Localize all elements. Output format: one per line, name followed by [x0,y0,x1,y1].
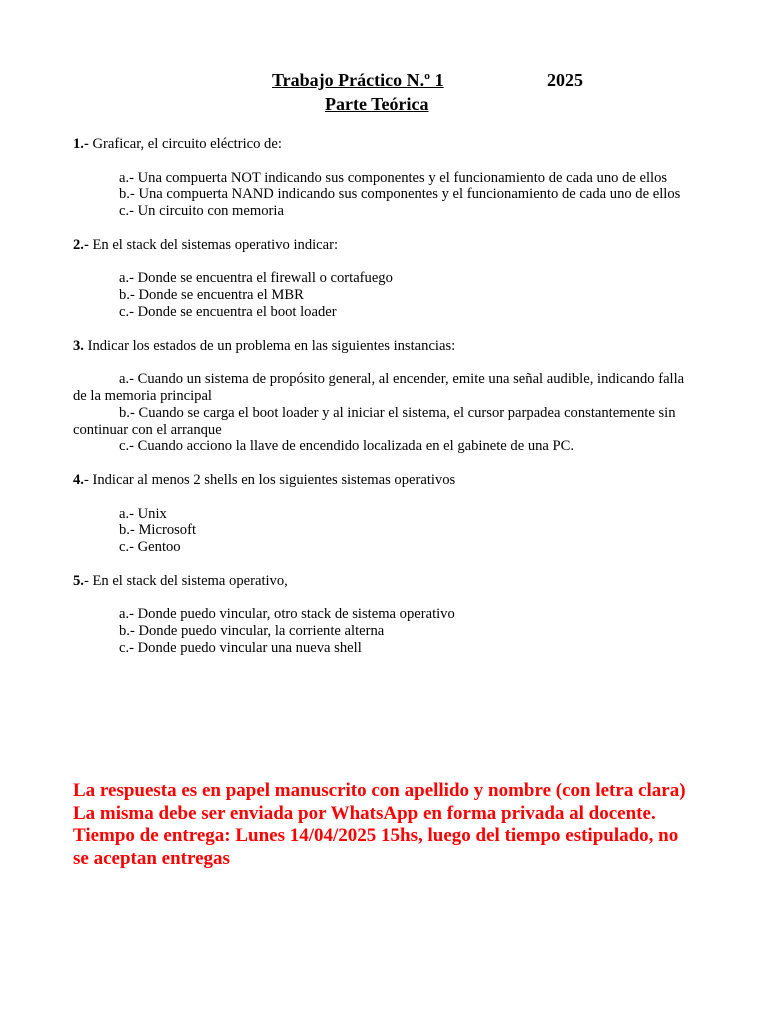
question-5-text [73,573,693,590]
title-row [0,70,768,92]
document-year: 2025 [547,70,583,90]
question-3-text [73,338,693,355]
question-2-item-a: a.- Donde se encuentra el firewall o cortafuego [119,270,393,287]
question-3 [73,338,693,456]
question-5 [73,573,693,657]
question-4 [73,472,693,556]
question-5-number: 5. [73,572,84,589]
question-5-item-c: c.- Donde puedo vincular una nueva shell [119,639,362,656]
document-subtitle: Parte Teórica [325,94,429,114]
question-3-number: 3. [73,337,84,354]
question-4-item-a: a.- Unix [119,505,167,522]
question-1 [73,136,693,220]
question-4-number: 4. [73,471,84,488]
question-1-text [73,136,693,153]
notice-line-deadline: Tiempo de entrega: Lunes 14/04/2025 15hs, luego del tiempo estipulado, no se aceptan entregas [73,825,679,869]
question-5-item-b: b.- Donde puedo vincular, la corriente alterna [119,623,385,640]
question-1-item-b: b.- Una compuerta NAND indicando sus componentes y el funcionamiento de cada uno de ellos [119,186,681,203]
question-4-item-b: b.- Microsoft [119,522,197,539]
submission-notice [73,780,693,870]
question-4-text [73,472,693,489]
question-3-item-c: c.- Cuando acciono la llave de encendido localizada en el gabinete de una PC. [119,438,575,455]
document-title: Trabajo Práctico N.º 1 [272,70,444,90]
question-2-number: 2.- [73,236,89,253]
notice-line-handwritten: La respuesta es en papel manuscrito con apellido y nombre (con letra clara) [73,780,686,801]
question-3-prompt: Indicar los estados de un problema en las siguientes instancias: [83,337,456,354]
question-1-item-a: a.- Una compuerta NOT indicando sus componentes y el funcionamiento de cada uno de ellos [119,169,668,186]
question-5-prompt: - En el stack del sistema operativo, [83,572,288,589]
question-4-prompt: - Indicar al menos 2 shells en los siguientes sistemas operativos [83,471,456,488]
question-2-prompt: En el stack del sistemas operativo indicar: [88,236,339,253]
questions-section [73,136,693,657]
question-1-prompt: Graficar, el circuito eléctrico de: [88,136,282,152]
question-2-text [73,237,693,254]
notice-line-whatsapp: La misma debe ser enviada por WhatsApp en forma privada al docente. [73,802,656,824]
question-4-item-c: c.- Gentoo [119,539,181,556]
question-5-item-a: a.- Donde puedo vincular, otro stack de sistema operativo [119,606,455,623]
question-2-item-c: c.- Donde se encuentra el boot loader [119,303,337,320]
question-3-item-a: a.- Cuando un sistema de propósito general, al encender, emite una señal audible, indicando falla de la memoria principal [73,371,685,404]
question-1-item-c: c.- Un circuito con memoria [119,203,284,220]
question-3-item-b: b.- Cuando se carga el boot loader y al iniciar el sistema, el cursor parpadea constantemente sin continuar con el arranque [73,404,676,438]
question-2-item-b: b.- Donde se encuentra el MBR [119,287,304,304]
question-2 [73,237,693,321]
question-1-number: 1.- [73,136,89,152]
